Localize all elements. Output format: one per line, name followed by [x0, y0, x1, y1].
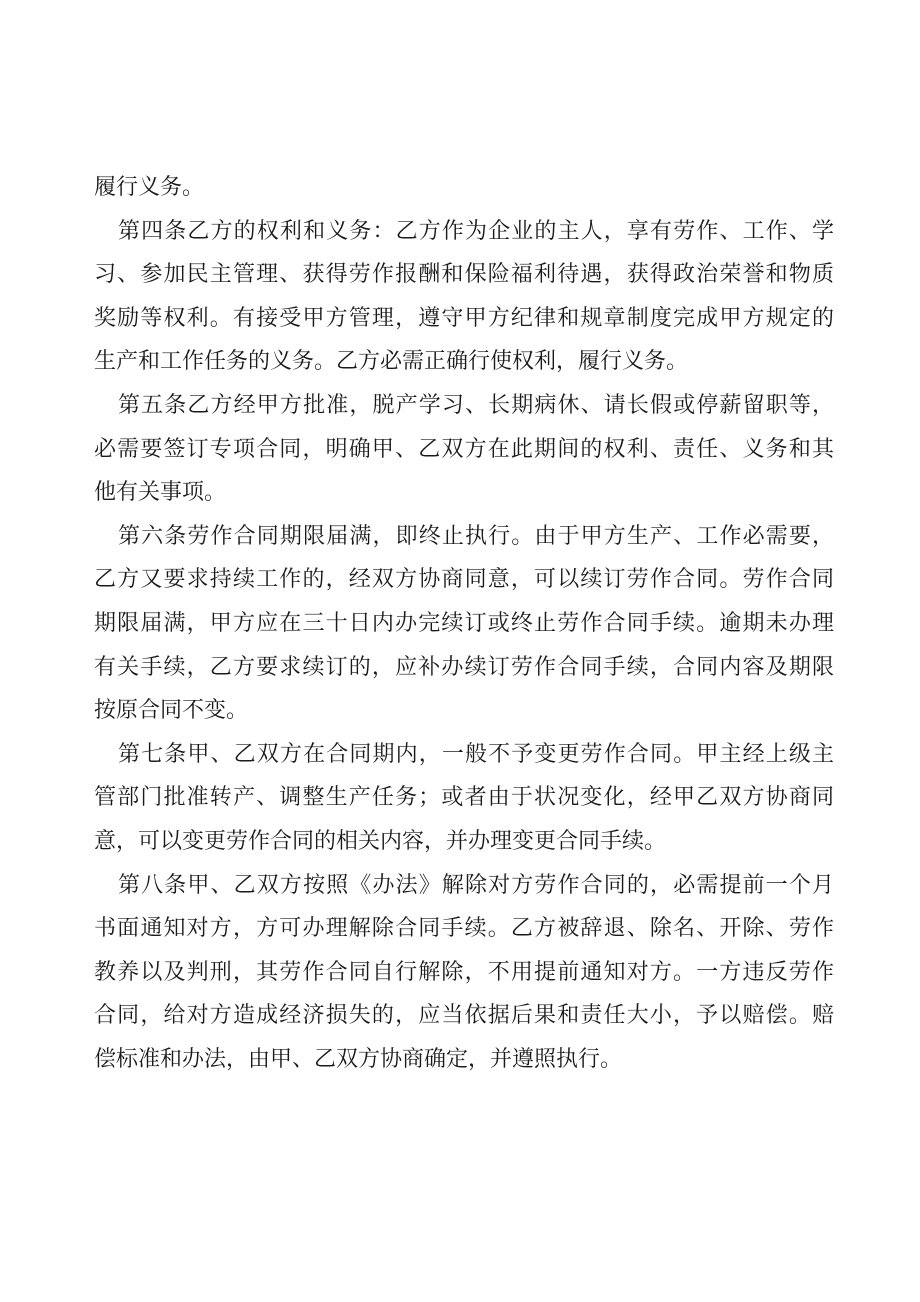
text-line: 有关手续，乙方要求续订的，应补办续订劳作合同手续，合同内容及期限 [94, 654, 834, 680]
text-line-article8-start: 第八条甲、乙双方按照《办法》解除对方劳作合同的，必需提前一个月 [118, 872, 834, 898]
text-line: 教养以及判刑，其劳作合同自行解除，不用提前通知对方。一方违反劳作 [94, 959, 834, 985]
text-line: 期限届满，甲方应在三十日内办完续订或终止劳作合同手续。逾期未办理 [94, 610, 834, 636]
text-line: 奖励等权利。有接受甲方管理，遵守甲方纪律和规章制度完成甲方规定的 [94, 305, 834, 331]
text-line-article7-start: 第七条甲、乙双方在合同期内，一般不予变更劳作合同。甲主经上级主 [118, 741, 834, 767]
text-line-article5-end: 他有关事项。 [94, 480, 227, 506]
text-line-article8-end: 偿标准和办法，由甲、乙双方协商确定，并遵照执行。 [94, 1046, 623, 1072]
text-line: 管部门批准转产、调整生产任务；或者由于状况变化，经甲乙双方协商同 [94, 785, 834, 811]
text-line-article5-start: 第五条乙方经甲方批准，脱产学习、长期病休、请长假或停薪留职等， [118, 392, 834, 418]
text-line-article6-start: 第六条劳作合同期限届满，即终止执行。由于甲方生产、工作必需要， [118, 523, 834, 549]
text-line-article7-end: 意，可以变更劳作合同的相关内容，并办理变更合同手续。 [94, 828, 667, 854]
text-line-article6-end: 按原合同不变。 [94, 698, 249, 724]
text-line: 书面通知对方，方可办理解除合同手续。乙方被辞退、除名、开除、劳作 [94, 916, 834, 942]
text-line-article3-end: 履行义务。 [94, 175, 205, 200]
text-line-article4-end: 生产和工作任务的义务。乙方必需正确行使权利，履行义务。 [94, 349, 689, 375]
text-line-article4-start: 第四条乙方的权利和义务：乙方作为企业的主人，享有劳作、工作、学 [118, 218, 834, 244]
text-line: 乙方又要求持续工作的，经双方协商同意，可以续订劳作合同。劳作合同 [94, 567, 834, 593]
text-line: 必需要签订专项合同，明确甲、乙双方在此期间的权利、责任、义务和其 [94, 436, 834, 462]
contract-text [94, 166, 834, 1081]
text-line: 习、参加民主管理、获得劳作报酬和保险福利待遇，获得政治荣誉和物质 [94, 262, 834, 288]
text-line: 合同，给对方造成经济损失的，应当依据后果和责任大小，予以赔偿。赔 [94, 1003, 834, 1029]
